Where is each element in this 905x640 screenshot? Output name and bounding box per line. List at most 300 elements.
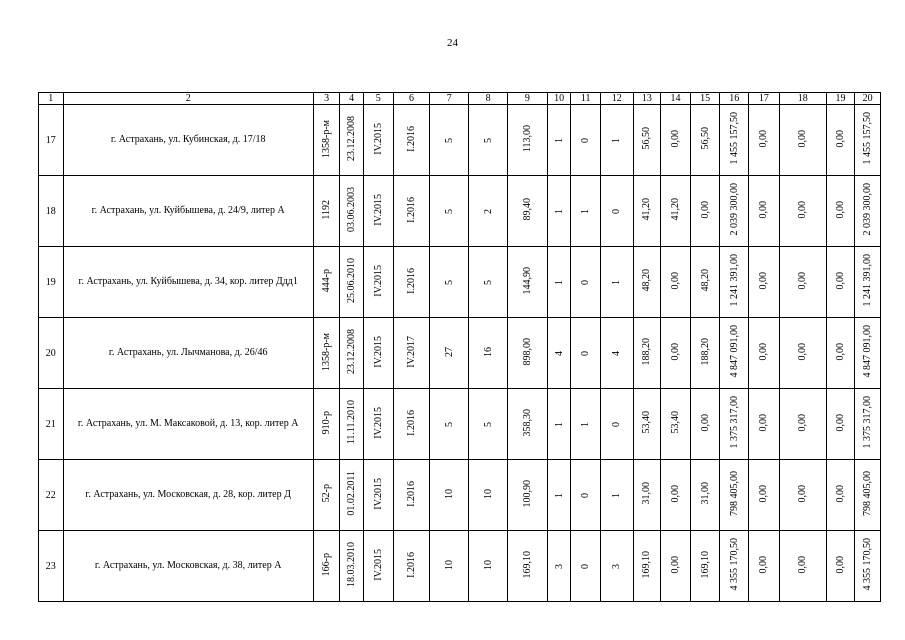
cell-text: 910-р — [321, 410, 333, 435]
cell-text: 27 — [443, 346, 455, 357]
cell-text: 0,00 — [835, 200, 847, 219]
table-cell-c7 — [430, 531, 469, 602]
table-cell-c6 — [393, 247, 430, 318]
table-cell-c10 — [547, 105, 571, 176]
cell-text: IV.2015 — [372, 406, 384, 439]
table-cell-c20 — [855, 176, 881, 247]
table-cell-address — [63, 389, 313, 460]
cell-text: 1 241 391,00 — [862, 254, 874, 307]
cell-text: 5 — [482, 279, 494, 285]
cell-text: 169,10 — [521, 550, 533, 579]
cell-text: 1 375 317,00 — [862, 396, 874, 449]
table-cell-c8 — [469, 176, 508, 247]
cell-text: 1 375 317,00 — [728, 396, 740, 449]
table-cell-c19 — [826, 389, 855, 460]
cell-text: 17 — [45, 134, 56, 146]
column-header: 16 — [720, 93, 749, 105]
cell-text: 20 — [45, 347, 56, 359]
table-cell-c10 — [547, 460, 571, 531]
table-cell-c9 — [507, 318, 547, 389]
table-cell-c11 — [571, 247, 601, 318]
table-row — [39, 389, 881, 460]
cell-text: 1 — [553, 279, 565, 285]
table-cell-c11 — [571, 105, 601, 176]
table-cell-c5 — [363, 318, 393, 389]
cell-text: 5 — [443, 421, 455, 427]
cell-text: 4 — [553, 350, 565, 356]
table-cell-c18 — [779, 105, 826, 176]
table-cell-num — [39, 105, 64, 176]
column-header: 1 — [39, 93, 64, 105]
cell-text: 4 847 091,00 — [728, 325, 740, 378]
table-row — [39, 247, 881, 318]
cell-text: 0 — [580, 350, 592, 356]
table-cell-address — [63, 460, 313, 531]
table-cell-c16 — [720, 176, 749, 247]
table-cell-c20 — [855, 247, 881, 318]
column-header: 20 — [855, 93, 881, 105]
column-header: 13 — [633, 93, 661, 105]
header-row — [39, 93, 881, 105]
cell-text: 19 — [45, 276, 56, 288]
table-cell-c12 — [600, 247, 633, 318]
cell-text: 16 — [482, 346, 494, 357]
cell-text: 3 — [553, 563, 565, 569]
table-cell-c8 — [469, 247, 508, 318]
cell-text: 0 — [611, 421, 623, 427]
cell-text: 0,00 — [758, 342, 770, 361]
cell-text: 0,00 — [670, 342, 682, 361]
table-cell-c15 — [690, 460, 720, 531]
table-cell-c4 — [340, 531, 364, 602]
table-cell-address — [63, 318, 313, 389]
cell-text: г. Астрахань, ул. Куйбышева, д. 34, кор. литер Ддд1 — [78, 276, 298, 287]
cell-text: 0,00 — [699, 200, 711, 219]
table-cell-c14 — [661, 105, 691, 176]
cell-text: 0,00 — [835, 413, 847, 432]
table-cell-c15 — [690, 176, 720, 247]
cell-text: 0 — [580, 137, 592, 143]
table-cell-c15 — [690, 531, 720, 602]
cell-text: 0,00 — [670, 271, 682, 290]
cell-text: I.2016 — [405, 196, 417, 223]
cell-text: 798 405,00 — [862, 471, 874, 516]
table-cell-num — [39, 531, 64, 602]
table-cell-c7 — [430, 176, 469, 247]
cell-text: 4 847 091,00 — [862, 325, 874, 378]
table-cell-c3 — [313, 247, 340, 318]
cell-text: 0,00 — [758, 129, 770, 148]
table-cell-c5 — [363, 531, 393, 602]
cell-text: 0 — [580, 492, 592, 498]
cell-text: 11.11.2010 — [346, 400, 358, 445]
table-cell-c3 — [313, 105, 340, 176]
cell-text: 0,00 — [835, 342, 847, 361]
table-row — [39, 318, 881, 389]
table-cell-num — [39, 389, 64, 460]
cell-text: 23 — [45, 560, 56, 572]
cell-text: 0,00 — [758, 555, 770, 574]
table-cell-c12 — [600, 460, 633, 531]
cell-text: 898,00 — [521, 337, 533, 366]
table-cell-c11 — [571, 389, 601, 460]
cell-text: г. Астрахань, ул. Московская, д. 38, литер А — [94, 560, 282, 571]
cell-text: I.2016 — [405, 551, 417, 578]
cell-text: 41,20 — [641, 198, 653, 221]
table-cell-c10 — [547, 531, 571, 602]
cell-text: 03.06.2003 — [346, 187, 358, 232]
table-cell-c8 — [469, 389, 508, 460]
table-cell-c7 — [430, 460, 469, 531]
cell-text: 10 — [443, 488, 455, 499]
cell-text: 1 — [580, 421, 592, 427]
column-header: 17 — [749, 93, 780, 105]
table-cell-c4 — [340, 176, 364, 247]
cell-text: 4 355 170,50 — [862, 538, 874, 591]
column-header: 19 — [826, 93, 855, 105]
cell-text: IV.2015 — [372, 548, 384, 581]
table-cell-c18 — [779, 247, 826, 318]
table-cell-c6 — [393, 531, 430, 602]
table-cell-c6 — [393, 460, 430, 531]
cell-text: 0,00 — [797, 555, 809, 574]
table-cell-c12 — [600, 318, 633, 389]
cell-text: I.2016 — [405, 125, 417, 152]
table-cell-c20 — [855, 389, 881, 460]
cell-text: 0,00 — [797, 271, 809, 290]
column-header: 5 — [363, 93, 393, 105]
cell-text: 169,10 — [699, 550, 711, 579]
table-cell-c14 — [661, 531, 691, 602]
table-cell-c4 — [340, 247, 364, 318]
cell-text: IV.2017 — [405, 335, 417, 368]
cell-text: 0,00 — [758, 200, 770, 219]
table-cell-c9 — [507, 389, 547, 460]
cell-text: 1358-р-м — [321, 332, 333, 371]
table-cell-c9 — [507, 105, 547, 176]
cell-text: I.2016 — [405, 480, 417, 507]
cell-text: IV.2015 — [372, 477, 384, 510]
table-cell-c6 — [393, 389, 430, 460]
cell-text: I.2016 — [405, 267, 417, 294]
cell-text: 1 — [553, 208, 565, 214]
table-cell-c13 — [633, 318, 661, 389]
table-cell-c3 — [313, 389, 340, 460]
cell-text: 0,00 — [797, 342, 809, 361]
table-cell-c12 — [600, 389, 633, 460]
table-cell-c8 — [469, 105, 508, 176]
table-cell-c20 — [855, 460, 881, 531]
cell-text: 1 — [580, 208, 592, 214]
cell-text: 21 — [45, 418, 56, 430]
table-cell-c19 — [826, 176, 855, 247]
column-header: 2 — [63, 93, 313, 105]
cell-text: 0,00 — [797, 413, 809, 432]
table-cell-c15 — [690, 247, 720, 318]
table-cell-c19 — [826, 318, 855, 389]
cell-text: 52-р — [321, 484, 333, 503]
cell-text: 89,40 — [521, 198, 533, 221]
cell-text: 0,00 — [835, 555, 847, 574]
cell-text: 188,20 — [641, 337, 653, 366]
column-header: 10 — [547, 93, 571, 105]
table-cell-c5 — [363, 460, 393, 531]
table-cell-c19 — [826, 247, 855, 318]
cell-text: 0,00 — [797, 129, 809, 148]
cell-text: 188,20 — [699, 337, 711, 366]
cell-text: 1 — [553, 492, 565, 498]
table-cell-c16 — [720, 460, 749, 531]
table-cell-c10 — [547, 176, 571, 247]
table-cell-c16 — [720, 389, 749, 460]
table-cell-num — [39, 318, 64, 389]
data-table — [38, 92, 881, 602]
table-cell-c18 — [779, 460, 826, 531]
column-header: 6 — [393, 93, 430, 105]
cell-text: 0,00 — [835, 484, 847, 503]
table-cell-c5 — [363, 105, 393, 176]
table-cell-c16 — [720, 318, 749, 389]
cell-text: 1 — [553, 421, 565, 427]
table-cell-address — [63, 247, 313, 318]
cell-text: 798 405,00 — [728, 471, 740, 516]
table-cell-c12 — [600, 176, 633, 247]
cell-text: 56,50 — [699, 127, 711, 150]
cell-text: 25.06.2010 — [346, 258, 358, 303]
column-header: 14 — [661, 93, 691, 105]
cell-text: 0,00 — [670, 484, 682, 503]
table-cell-c17 — [749, 389, 780, 460]
table-cell-c11 — [571, 460, 601, 531]
cell-text: 169,10 — [641, 550, 653, 579]
cell-text: 0,00 — [835, 129, 847, 148]
table-cell-c6 — [393, 176, 430, 247]
cell-text: IV.2015 — [372, 335, 384, 368]
table-cell-c9 — [507, 247, 547, 318]
table-cell-c9 — [507, 531, 547, 602]
column-header: 15 — [690, 93, 720, 105]
page-number: 24 — [447, 37, 458, 49]
table-cell-c17 — [749, 318, 780, 389]
table-cell-c5 — [363, 247, 393, 318]
cell-text: 2 — [482, 208, 494, 214]
table-cell-address — [63, 105, 313, 176]
cell-text: 10 — [443, 559, 455, 570]
cell-text: 31,00 — [641, 482, 653, 505]
cell-text: 01.02.2011 — [346, 471, 358, 516]
table-cell-c3 — [313, 531, 340, 602]
table-cell-c18 — [779, 389, 826, 460]
cell-text: 53,40 — [670, 411, 682, 434]
table-cell-c14 — [661, 460, 691, 531]
cell-text: 5 — [443, 208, 455, 214]
table-cell-c16 — [720, 105, 749, 176]
cell-text: 10 — [482, 559, 494, 570]
cell-text: 31,00 — [699, 482, 711, 505]
table-cell-c14 — [661, 318, 691, 389]
cell-text: 41,20 — [670, 198, 682, 221]
cell-text: 166-р — [321, 552, 333, 577]
cell-text: 100,90 — [521, 479, 533, 508]
cell-text: 56,50 — [641, 127, 653, 150]
table-cell-c11 — [571, 531, 601, 602]
cell-text: 1 455 157,50 — [862, 112, 874, 165]
cell-text: 5 — [443, 279, 455, 285]
table-cell-c17 — [749, 105, 780, 176]
column-header: 11 — [571, 93, 601, 105]
table-cell-c4 — [340, 318, 364, 389]
table-cell-c12 — [600, 105, 633, 176]
column-header: 9 — [507, 93, 547, 105]
table-cell-c13 — [633, 460, 661, 531]
table-cell-c5 — [363, 176, 393, 247]
cell-text: I.2016 — [405, 409, 417, 436]
cell-text: 0,00 — [797, 484, 809, 503]
table-cell-c19 — [826, 460, 855, 531]
cell-text: 4 — [611, 350, 623, 356]
cell-text: IV.2015 — [372, 264, 384, 297]
table-cell-c18 — [779, 531, 826, 602]
table-cell-c17 — [749, 247, 780, 318]
cell-text: 4 355 170,50 — [728, 538, 740, 591]
table-cell-c18 — [779, 176, 826, 247]
cell-text: 18.03.2010 — [346, 542, 358, 587]
cell-text: г. Астрахань, ул. Московская, д. 28, кор. литер Д — [85, 489, 291, 500]
cell-text: 22 — [45, 489, 56, 501]
table-cell-c14 — [661, 247, 691, 318]
cell-text: 18 — [45, 205, 56, 217]
cell-text: 1 — [611, 492, 623, 498]
cell-text: IV.2015 — [372, 122, 384, 155]
table-cell-num — [39, 247, 64, 318]
cell-text: 48,20 — [699, 269, 711, 292]
cell-text: 0,00 — [670, 555, 682, 574]
cell-text: 0,00 — [758, 484, 770, 503]
table-cell-c10 — [547, 318, 571, 389]
cell-text: 0,00 — [835, 271, 847, 290]
table-cell-c7 — [430, 105, 469, 176]
cell-text: 0 — [611, 208, 623, 214]
table-cell-c20 — [855, 105, 881, 176]
table-cell-c6 — [393, 105, 430, 176]
table-cell-c4 — [340, 460, 364, 531]
cell-text: г. Астрахань, ул. Лычманова, д. 26/46 — [108, 347, 268, 358]
table-cell-c20 — [855, 531, 881, 602]
cell-text: 0,00 — [758, 271, 770, 290]
table-cell-num — [39, 176, 64, 247]
table-cell-c8 — [469, 318, 508, 389]
table-cell-c11 — [571, 176, 601, 247]
table-cell-c15 — [690, 105, 720, 176]
table-cell-c6 — [393, 318, 430, 389]
cell-text: 1192 — [321, 199, 333, 220]
table-cell-c11 — [571, 318, 601, 389]
table-cell-c13 — [633, 105, 661, 176]
cell-text: 1 241 391,00 — [728, 254, 740, 307]
cell-text: 5 — [482, 137, 494, 143]
cell-text: г. Астрахань, ул. Кубинская, д. 17/18 — [110, 134, 266, 145]
cell-text: 1 — [611, 137, 623, 143]
cell-text: г. Астрахань, ул. Куйбышева, д. 24/9, литер А — [91, 205, 285, 216]
table-cell-address — [63, 176, 313, 247]
table-cell-address — [63, 531, 313, 602]
table-cell-c4 — [340, 389, 364, 460]
cell-text: 0 — [580, 563, 592, 569]
table-cell-c8 — [469, 460, 508, 531]
table-cell-c17 — [749, 176, 780, 247]
column-header: 18 — [779, 93, 826, 105]
column-header: 12 — [600, 93, 633, 105]
table-cell-c3 — [313, 176, 340, 247]
table-cell-c14 — [661, 176, 691, 247]
cell-text: 0,00 — [797, 200, 809, 219]
table-cell-c13 — [633, 176, 661, 247]
table-cell-c18 — [779, 318, 826, 389]
table-cell-c15 — [690, 389, 720, 460]
table-cell-c9 — [507, 460, 547, 531]
table-cell-c12 — [600, 531, 633, 602]
cell-text: 1358-р-м — [321, 119, 333, 158]
cell-text: 48,20 — [641, 269, 653, 292]
table-cell-c9 — [507, 176, 547, 247]
table-cell-c16 — [720, 531, 749, 602]
cell-text: 2 039 300,00 — [862, 183, 874, 236]
cell-text: 113,00 — [521, 124, 533, 153]
cell-text: 1 — [611, 279, 623, 285]
column-header: 7 — [430, 93, 469, 105]
table-cell-c20 — [855, 318, 881, 389]
column-header: 4 — [340, 93, 364, 105]
table-cell-c17 — [749, 460, 780, 531]
cell-text: 1 — [553, 137, 565, 143]
cell-text: 0,00 — [670, 129, 682, 148]
cell-text: 3 — [611, 563, 623, 569]
table-cell-c13 — [633, 531, 661, 602]
table-cell-c14 — [661, 389, 691, 460]
cell-text: IV.2015 — [372, 193, 384, 226]
cell-text: 5 — [443, 137, 455, 143]
table-cell-c5 — [363, 389, 393, 460]
cell-text: 23.12.2008 — [346, 329, 358, 374]
cell-text: 5 — [482, 421, 494, 427]
table-cell-num — [39, 460, 64, 531]
cell-text: 0,00 — [758, 413, 770, 432]
cell-text: 2 039 300,00 — [728, 183, 740, 236]
column-header: 3 — [313, 93, 340, 105]
table-cell-c7 — [430, 389, 469, 460]
cell-text: 10 — [482, 488, 494, 499]
table-cell-c4 — [340, 105, 364, 176]
cell-text: 0 — [580, 279, 592, 285]
table-cell-c7 — [430, 318, 469, 389]
table-cell-c17 — [749, 531, 780, 602]
table-cell-c13 — [633, 389, 661, 460]
cell-text: 53,40 — [641, 411, 653, 434]
table-row — [39, 460, 881, 531]
table-cell-c7 — [430, 247, 469, 318]
cell-text: 23.12.2008 — [346, 116, 358, 161]
cell-text: г. Астрахань, ул. М. Максаковой, д. 13, кор. литер А — [77, 418, 299, 429]
cell-text: 444-р — [321, 268, 333, 293]
cell-text: 358,30 — [521, 408, 533, 437]
table-row — [39, 176, 881, 247]
cell-text: 0,00 — [699, 413, 711, 432]
table-cell-c10 — [547, 389, 571, 460]
column-header: 8 — [469, 93, 508, 105]
table-cell-c16 — [720, 247, 749, 318]
table-row — [39, 531, 881, 602]
cell-text: 144,90 — [521, 266, 533, 295]
